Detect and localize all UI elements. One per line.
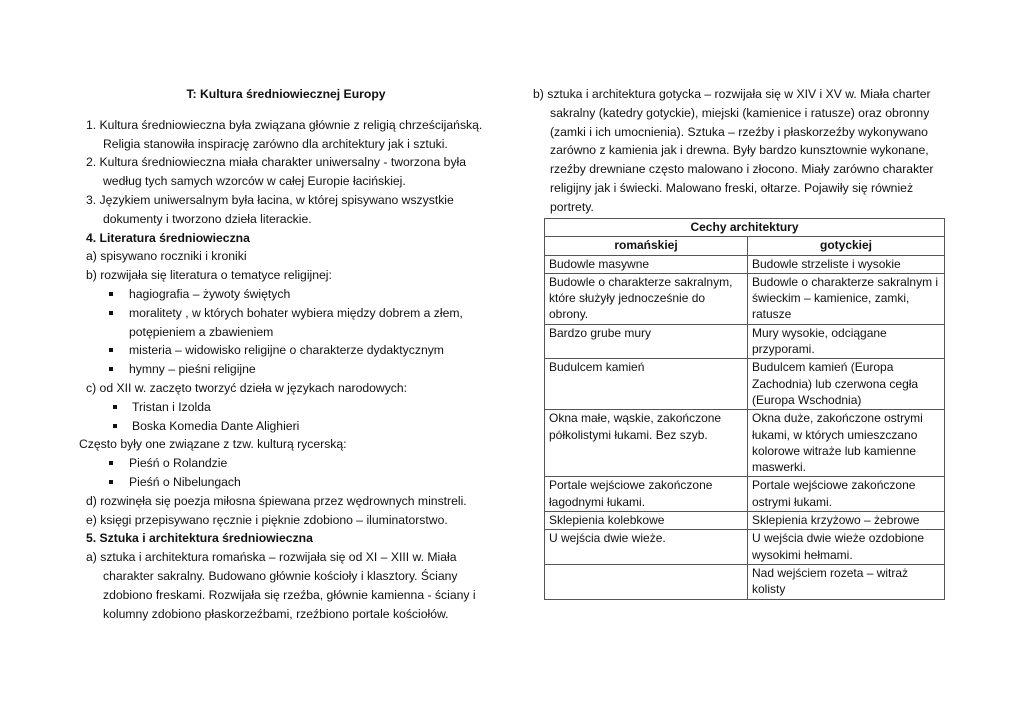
table-cell: Okna małe, wąskie, zakończone półkolistymi łukami. Bez szyb. — [545, 410, 748, 477]
table-row — [545, 273, 945, 324]
table-cell: Sklepienia kolebkowe — [545, 512, 748, 530]
list-item: moralitety , w których bohater wybiera między dobrem a złem, potępieniem a zbawieniem — [86, 304, 486, 342]
table-row — [545, 564, 945, 599]
table-cell: Budowle strzeliste i wysokie — [748, 255, 945, 273]
left-column — [79, 85, 486, 623]
table-cell: U wejścia dwie wieże ozdobione wysokimi hełmami. — [748, 530, 945, 565]
paragraph-3: 3. Językiem uniwersalnym była łacina, w której spisywano wszystkie dokumenty i tworzono dzieła literackie. — [86, 192, 454, 226]
table-cell: Okna duże, zakończone ostrymi łukami, w których umieszczano kolorowe witraże lub kamienne maswerki. — [748, 410, 945, 477]
table-row — [545, 255, 945, 273]
list-item: Pieśń o Nibelungach — [86, 473, 486, 492]
table-row — [545, 324, 945, 359]
table-row — [545, 477, 945, 512]
point-a: a) spisywano roczniki i kroniki — [86, 249, 247, 264]
column-header-romanesque: romańskiej — [545, 237, 748, 255]
architecture-features-table — [544, 218, 945, 600]
heading-literature: 4. Literatura średniowieczna — [86, 230, 250, 245]
list-item: Boska Komedia Dante Alighieri — [86, 417, 486, 436]
table-row — [545, 359, 945, 410]
table-row — [545, 530, 945, 565]
table-cell: Budowle o charakterze sakralnym, które służyły jednocześnie do obrony. — [545, 273, 748, 324]
point-c: c) od XII w. zaczęto tworzyć dzieła w językach narodowych: — [86, 380, 408, 395]
point-b: b) rozwijała się literatura o tematyce religijnej: — [86, 268, 332, 283]
knightly-culture-note: Często były one związane z tzw. kulturą rycerską: — [79, 437, 347, 452]
point-e: e) księgi przepisywano ręcznie i pięknie zdobiono – iluminatorstwo. — [86, 512, 448, 527]
table-cell: Nad wejściem rozeta – witraż kolisty — [748, 564, 945, 599]
table-cell: Sklepienia krzyżowo – żebrowe — [748, 512, 945, 530]
knightly-works-list — [86, 454, 486, 492]
right-column — [533, 85, 945, 217]
table-cell: U wejścia dwie wieże. — [545, 530, 748, 565]
list-item: Pieśń o Rolandzie — [86, 454, 486, 473]
point-d: d) rozwinęła się poezja miłosna śpiewana przez wędrownych minstreli. — [86, 493, 467, 508]
table-cell: Budowle o charakterze sakralnym i świeckim – kamienice, zamki, ratusze — [748, 273, 945, 324]
paragraph-2: 2. Kultura średniowieczna miała charakter uniwersalny - tworzona była według tych samych wzorców w całej Europie łacińskiej. — [86, 155, 467, 189]
table-row — [545, 512, 945, 530]
table-cell: Budowle masywne — [545, 255, 748, 273]
table-row — [545, 410, 945, 477]
page-title: T: Kultura średniowiecznej Europy — [186, 87, 386, 101]
table-cell: Mury wysokie, odciągane przyporami. — [748, 324, 945, 359]
table-cell: Budulcem kamień (Europa Zachodnia) lub czerwona cegła (Europa Wschodnia) — [748, 359, 945, 410]
list-item: misteria – widowisko religijne o charakterze dydaktycznym — [86, 341, 486, 360]
heading-art: 5. Sztuka i architektura średniowieczna — [86, 531, 313, 546]
table-cell — [545, 564, 748, 599]
paragraph-1: 1. Kultura średniowieczna była związana głównie z religią chrześcijańską. Religia stanowiła inspirację zarówno dla architektury jak i sztuki. — [86, 117, 483, 151]
national-works-list — [86, 398, 486, 436]
table-cell: Bardzo grube mury — [545, 324, 748, 359]
list-item: Tristan i Izolda — [86, 398, 486, 417]
list-item: hymny – pieśni religijne — [86, 360, 486, 379]
point-b-gothic: b) sztuka i architektura gotycka – rozwijała się w XIV i XV w. Miała charter sakralny (katedry gotyckie), miejski (kamienice i ratusze) oraz obronny (zamki i ich umocnienia). Sztuka – rzeźby i płaskorzeźby wykonywano zarówno z kamienia jak i drewna. Były bardzo kunsztownie wykonane, rzeźby drewniane często malowano i złocono. Miały zarówno charakter religijny jak i świecki. Malowano freski, ołtarze. Pojawiły się również portrety. — [533, 87, 934, 214]
table-cell: Budulcem kamień — [545, 359, 748, 410]
religious-literature-list — [86, 285, 486, 379]
table-title: Cechy architektury — [545, 219, 945, 237]
table-cell: Portale wejściowe zakończone łagodnymi łukami. — [545, 477, 748, 512]
column-header-gothic: gotyckiej — [748, 237, 945, 255]
table-cell: Portale wejściowe zakończone ostrymi łukami. — [748, 477, 945, 512]
list-item: hagiografia – żywoty świętych — [86, 285, 486, 304]
point-a-romanesque: a) sztuka i architektura romańska – rozwijała się od XI – XIII w. Miała charakter sakralny. Budowano głównie kościoły i klasztory. Ściany zdobiono freskami. Rozwijała się rzeźba, głównie kamienna - ściany i kolumny zdobiono płaskorzeźbami, rzeźbiono portale kościołów. — [86, 550, 476, 621]
